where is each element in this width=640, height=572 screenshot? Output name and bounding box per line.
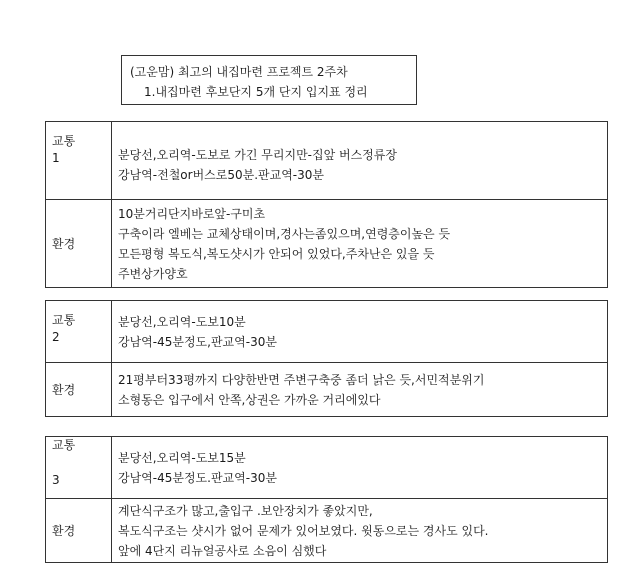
transport-line: 강남역-45분정도.판교역-30분 — [118, 470, 277, 485]
doc-subtitle: 1.내집마련 후보단지 5개 단지 입지표 정리 — [144, 85, 368, 99]
complex-table-2 — [45, 300, 608, 417]
env-label: 환경 — [46, 363, 112, 417]
transport-label-cell — [46, 122, 112, 200]
transport-line: 강남역-전철or버스로50분.판교역-30분 — [118, 167, 324, 182]
env-label: 환경 — [46, 200, 112, 288]
transport-line: 분당선,오리역-도보15분 — [118, 450, 246, 465]
transport-label-cell — [46, 437, 112, 499]
env-line: 모든평형 복도식,복도샷시가 안되어 있었다,주차난은 있을 듯 — [118, 246, 435, 261]
env-line: 21평부터33평까지 다양한반면 주변구축중 좀더 낡은 듯,서민적분위기 — [118, 372, 485, 387]
title-box — [121, 55, 417, 105]
env-line: 10분거리단지바로앞-구미초 — [118, 206, 266, 221]
complex-number: 3 — [52, 472, 60, 487]
transport-line: 분당선,오리역-도보로 가긴 무리지만-집앞 버스정류장 — [118, 147, 397, 162]
env-line: 앞에 4단지 리뉴얼공사로 소음이 심했다 — [118, 543, 327, 558]
complex-table-3 — [45, 436, 608, 563]
env-line: 주변상가양호 — [118, 266, 188, 281]
env-content — [112, 499, 608, 563]
env-line: 계단식구조가 많고,출입구 .보안장치가 좋았지만, — [118, 503, 373, 518]
complex-number: 2 — [52, 329, 60, 344]
transport-label-cell — [46, 301, 112, 363]
transport-label: 교통 — [52, 437, 76, 452]
transport-line: 강남역-45분정도,판교역-30분 — [118, 334, 277, 349]
transport-content — [112, 301, 608, 363]
transport-content — [112, 437, 608, 499]
complex-table-1 — [45, 121, 608, 288]
env-line: 소형동은 입구에서 안쪽,상권은 가까운 거리에있다 — [118, 392, 381, 407]
doc-title: (고운맘) 최고의 내집마련 프로젝트 2주차 — [130, 65, 348, 79]
env-line: 구축이라 엘베는 교체상태이며,경사는좀있으며,연령층이높은 듯 — [118, 226, 451, 241]
env-content — [112, 363, 608, 417]
complex-number: 1 — [52, 150, 60, 165]
env-line: 복도식구조는 샷시가 없어 문제가 있어보였다. 윗동으로는 경사도 있다. — [118, 523, 489, 538]
env-content — [112, 200, 608, 288]
transport-line: 분당선,오리역-도보10분 — [118, 314, 246, 329]
transport-label: 교통 — [52, 133, 76, 148]
env-label: 환경 — [46, 499, 112, 563]
transport-label: 교통 — [52, 312, 76, 327]
transport-content — [112, 122, 608, 200]
